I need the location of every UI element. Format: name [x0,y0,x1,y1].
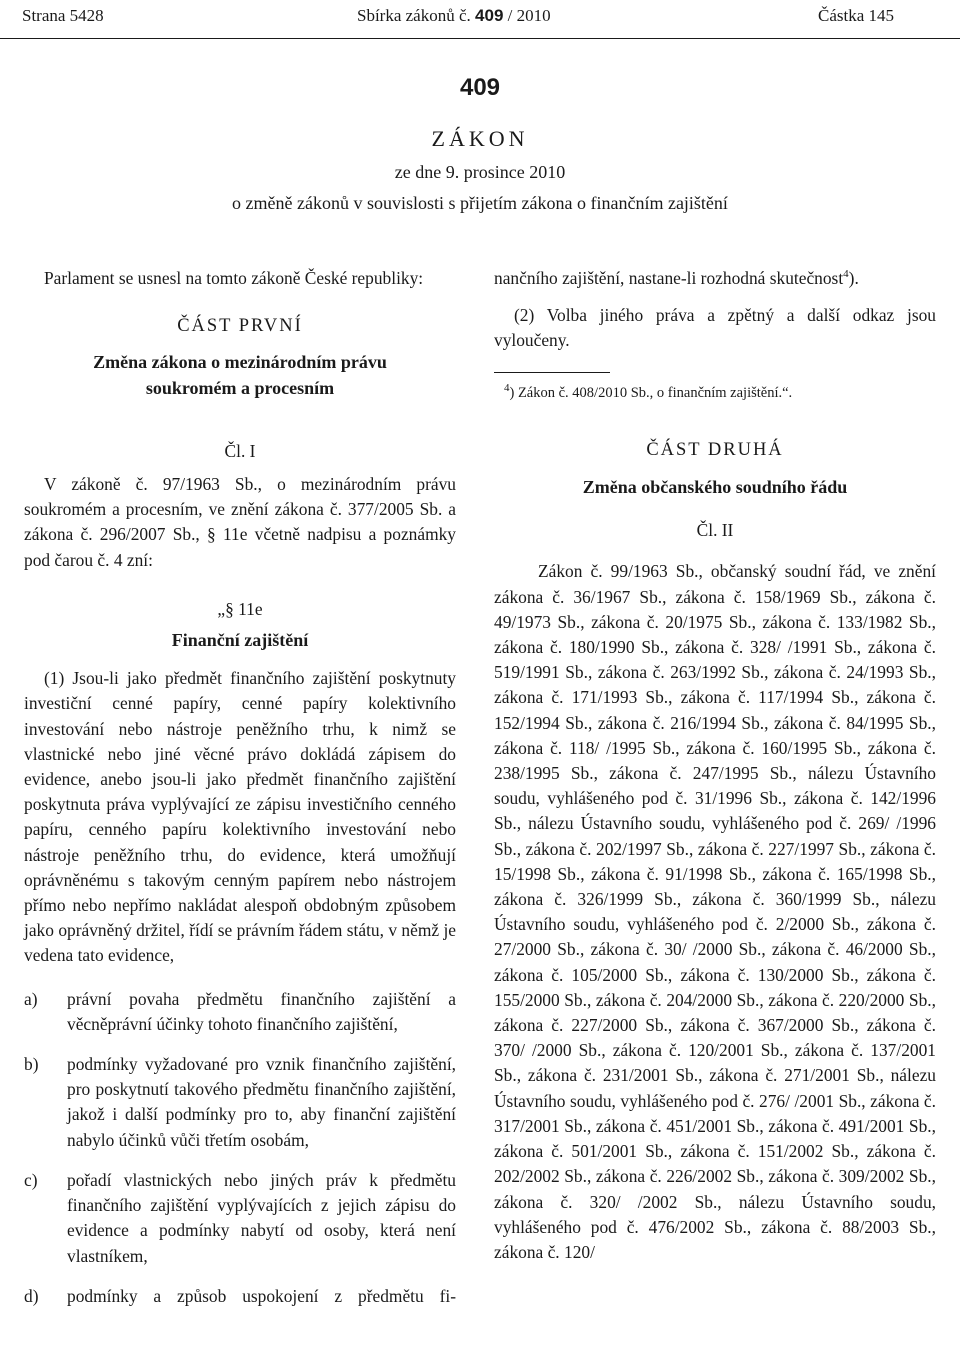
issue-part: Částka 145 [818,6,895,25]
paragraph-2: (2) Volba jiného práva a zpětný a další odkaz jsou vyloučeny. [494,305,936,351]
header-law-number: 409 [475,6,504,25]
article-two: Čl. II [696,520,734,541]
section-number: „§ 11e [217,598,263,619]
list-item: d) podmínky a způsob uspokojení z předmětu fi- [24,1285,456,1306]
item-list [24,987,456,1309]
list-item: c) pořadí vlastnických nebo jiných práv k předmětu finančního zajištění vyplývajících z jejich zápisu do evidence a podmínky nabytí od osoby, která není vlastníkem, [24,1169,456,1266]
continuation: nančního zajištění, nastane-li rozhodná skutečnost$^4$). [494,268,859,288]
law-date: ze dne 9. prosince 2010 [394,162,566,182]
right-column [494,266,936,1265]
part-one-heading: ČÁST PRVNÍ [177,316,303,337]
article-one-text: V zákoně č. 97/1963 Sb., o mezinárodním právu soukromém a procesním, ve znění zákona č. 377/2005 Sb. a zákona č. 296/2007 Sb., § 11e včetně nadpisu a poznámky pod čarou č. 4 zní: [24,474,456,570]
footnote: $^4$) Zákon č. 408/2010 Sb., o finančním zajištění.“. [504,381,793,401]
preamble: Parlament se usnesl na tomto zákoně České republiky: [44,268,424,288]
running-header [0,2,960,40]
section-title: Finanční zajištění [171,630,309,651]
page-number: Strana 5428 [22,6,104,25]
left-column [24,266,456,1309]
law-number: 409 [459,74,501,101]
article-two-text: Zákon č. 99/1963 Sb., občanský soudní řád, ve znění zákona č. 36/1967 Sb., zákona č. 158/1969 Sb., zákona č. 49/1973 Sb., zákona č. 20/1975 Sb., zákona č. 133/1982 Sb., zákona č. 180/1990 Sb., zákona č. 328/ /1991 Sb., zákona č. 519/1991 Sb., zákona č. 263/1992 Sb., zákona č. 24/1993 Sb., zákona č. 171/1993 Sb., zákona č. 117/1994 Sb., zákona č. 152/1994 Sb., zákona č. 216/1994 Sb., zákona č. 84/1995 Sb., zákona č. 118/ /1995 Sb., zákona č. 160/1995 Sb., zákona č. 238/1995 Sb., zákona č. 247/1995 Sb., nálezu Ústavního soudu, vyhlášeného pod č. 31/1996 Sb., zákona č. 142/1996 Sb., nálezu Ústavního soudu, vyhlášeného pod č. 269/ /1996 Sb., zákona č. 202/1997 Sb., zákona č. 227/1997 Sb., zákona č. 15/1998 Sb., zákona č. 91/1998 Sb., zákona č. 165/1998 Sb., zákona č. 326/1999 Sb., zákona č. 360/1999 Sb., nálezu Ústavního soudu, vyhlášeného pod č. 2/2000 Sb., zákona č. 27/2000 Sb., zákona č. 30/ /2000 Sb., zákona č. 46/2000 Sb., zákona č. 105/2000 Sb., zákona č. 130/2000 Sb., zákona č. 155/2000 Sb., zákona č. 204/2000 Sb., zákona č. 220/2000 Sb., zákona č. 227/2000 Sb., zákona č. 367/2000 Sb., zákona č. 370/ /2000 Sb., zákona č. 120/2001 Sb., zákona č. 137/2001 Sb., zákona č. 231/2001 Sb., zákona č. 271/2001 Sb., nálezu Ústavního soudu, vyhlášeného pod č. 276/ /2001 Sb., zákona č. 317/2001 Sb., zákona č. 451/2001 Sb., zákona č. 491/2001 Sb., zákona č. 501/2001 Sb., zákona č. 151/2002 Sb., zákona č. 202/2002 Sb., zákona č. 226/2002 Sb., zákona č. 309/2002 Sb., zákona č. 320/ /2002 Sb., nálezu Ústavního soudu, vyhlášeného pod č. 476/2002 Sb., zákona č. 88/2003 Sb., zákona č. 120/ [494,561,936,1262]
part-two-subtitle: Změna občanského soudního řádu [582,477,848,498]
part-one-subtitle-1: Změna zákona o mezinárodním právu [93,352,387,373]
part-two-heading: ČÁST DRUHÁ [646,439,784,460]
footnote-rule [494,372,610,373]
article-one: Čl. I [224,440,256,461]
list-item: a) právní povaha předmětu finančního zajištění a věcněprávní účinky tohoto finančního zajištění, [24,988,456,1034]
paragraph-1: (1) Jsou-li jako předmět finančního zajištění poskytnuty investiční cenné papíry, cenné papíry kolektivního investování nebo nástroje peněžního trhu, k nimž se vlastnické nebo jiné věcné právo dokládá zápisem do evidence, anebo jsou-li jako předmět finančního zajištění poskytnuta práva vyplývající ze zápisu investičního cenného papíru, cenného papíru kolektivního investování nebo nástroje peněžního trhu, do evidence, která umožňují oprávněnému s takovým cenným papírem nebo nástrojem přímo nebo nepřímo nakládat alespoň obdobným způsobem jako oprávněný držitel, řídí se právním řádem státu, v němž je vedena tato evidence, [24,668,456,966]
list-item: b) podmínky vyžadované pro vznik finančního zajištění, pro poskytnutí takového předmětu finančního zajištění, jakož i další podmínky pro to, aby finanční zajištění nabylo účinků vůči třetím osobám, [24,1054,456,1150]
law-title: o změně zákonů v souvislosti s přijetím zákona o finančním zajištění [232,193,728,213]
law-kind: ZÁKON [431,126,529,151]
collection-label: Sbírka zákonů č. 409 / 2010 [357,6,551,25]
header-rule [0,38,960,39]
part-one-subtitle-2: soukromém a procesním [145,377,335,398]
